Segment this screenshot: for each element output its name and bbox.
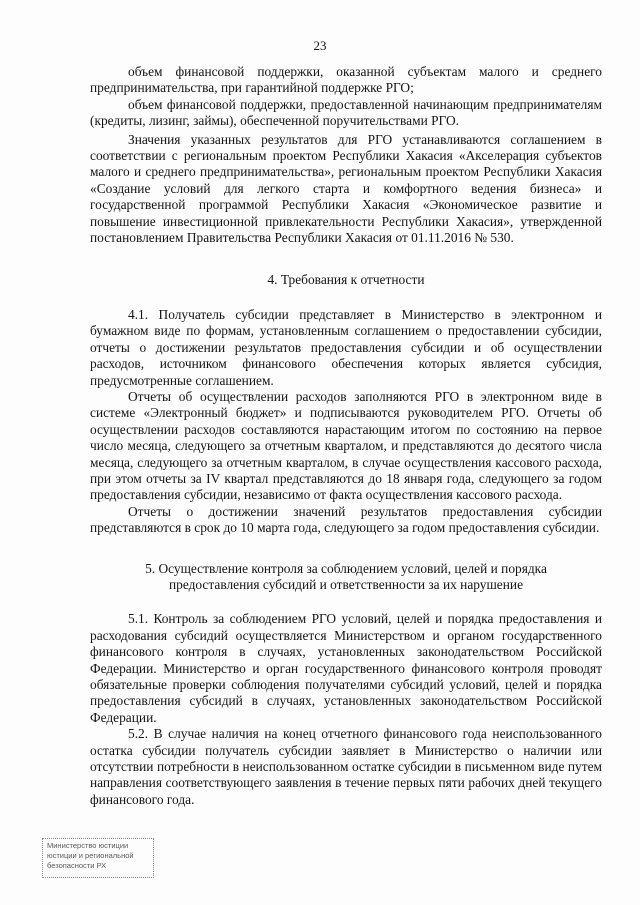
section-5-heading [90, 561, 602, 594]
registration-stamp [42, 838, 154, 878]
stamp-line2: юстиции и региональной [47, 851, 134, 860]
section-5-heading-line1: 5. Осуществление контроля за соблюдением условий, целей и порядка [145, 560, 547, 576]
paragraph-support-guarantee: объем финансовой поддержки, оказанной субъектам малого и среднего предпринимательства, при гарантийной поддержке РГО; [90, 64, 602, 96]
page-number: 23 [313, 38, 327, 53]
paragraph-expense-reports: Отчеты об осуществлении расходов заполняются РГО в электронном виде в системе «Электронный бюджет» и подписываются руководителем РГО. Отчеты об осуществлении расходов составляются нарастающим итогом по состоянию на первое число месяца, следующего за отчетным кварталом, и представляются до десятого числа месяца, следующего за отчетным кварталом, в случае осуществления кассового расхода, при этом отчеты за IV квартал представляются до 18 января года, следующего за годом предоставления субсидии, независимо от факта осуществления кассового расхода. [90, 388, 602, 503]
document-body [90, 64, 602, 808]
paragraph-support-startups: объем финансовой поддержки, предоставленной начинающим предпринимателям (кредиты, лизинг, займы), обеспеченной поручительствами РГО. [90, 96, 602, 129]
stamp-line3: безопасности РХ [47, 861, 107, 870]
paragraph-result-values: Значения указанных результатов для РГО устанавливаются соглашением в соответствии с региональным проектом Республики Хакасия «Акселерация субъектов малого и среднего предпринимательства», региональным проектом Республики Хакасия «Создание условий для легкого старта и комфортного ведения бизнеса» и государственной программой Республики Хакасия «Экономическое развитие и повышение инвестиционной привлекательности Республики Хакасия», утвержденной постановлением Правительства Республики Хакасия от 01.11.2016 № 530. [90, 131, 602, 246]
paragraph-5-1: 5.1. Контроль за соблюдением РГО условий, целей и порядка предоставления и расходования субсидий осуществляется Министерством и органом государственного финансового контроля в случаях, установленных законодательством Российской Федерации. Министерство и орган государственного финансового контроля проводят обязательные проверки соблюдения получателями субсидий условий, целей и порядка предоставления субсидий в случаях, установленных законодательством Российской Федерации. [90, 611, 602, 725]
stamp-line1: Министерство юстиции [47, 841, 129, 850]
paragraph-4-1: 4.1. Получатель субсидии представляет в Министерство в электронном и бумажном виде по формам, установленным соглашением о предоставлении субсидии, отчеты о достижении результатов предоставления субсидии и об осуществлении расходов, источником финансового обеспечения которых является субсидия, предусмотренные соглашением. [90, 306, 602, 388]
section-5-heading-line2: предоставления субсидий и ответственности за их нарушение [168, 576, 524, 592]
section-4-heading: 4. Требования к отчетности [267, 272, 425, 288]
paragraph-5-2: 5.2. В случае наличия на конец отчетного финансового года неиспользованного остатка субсидии получатель субсидии заявляет в Министерство о наличии или отсутствии потребности в неиспользованном остатке субсидии в письменном виде путем направления соответствующего заявления в течение первых пяти рабочих дней текущего финансового года. [90, 726, 602, 807]
paragraph-result-reports: Отчеты о достижении значений результатов предоставления субсидии представляются в срок до 10 марта года, следующего за годом предоставления субсидии. [90, 503, 602, 536]
